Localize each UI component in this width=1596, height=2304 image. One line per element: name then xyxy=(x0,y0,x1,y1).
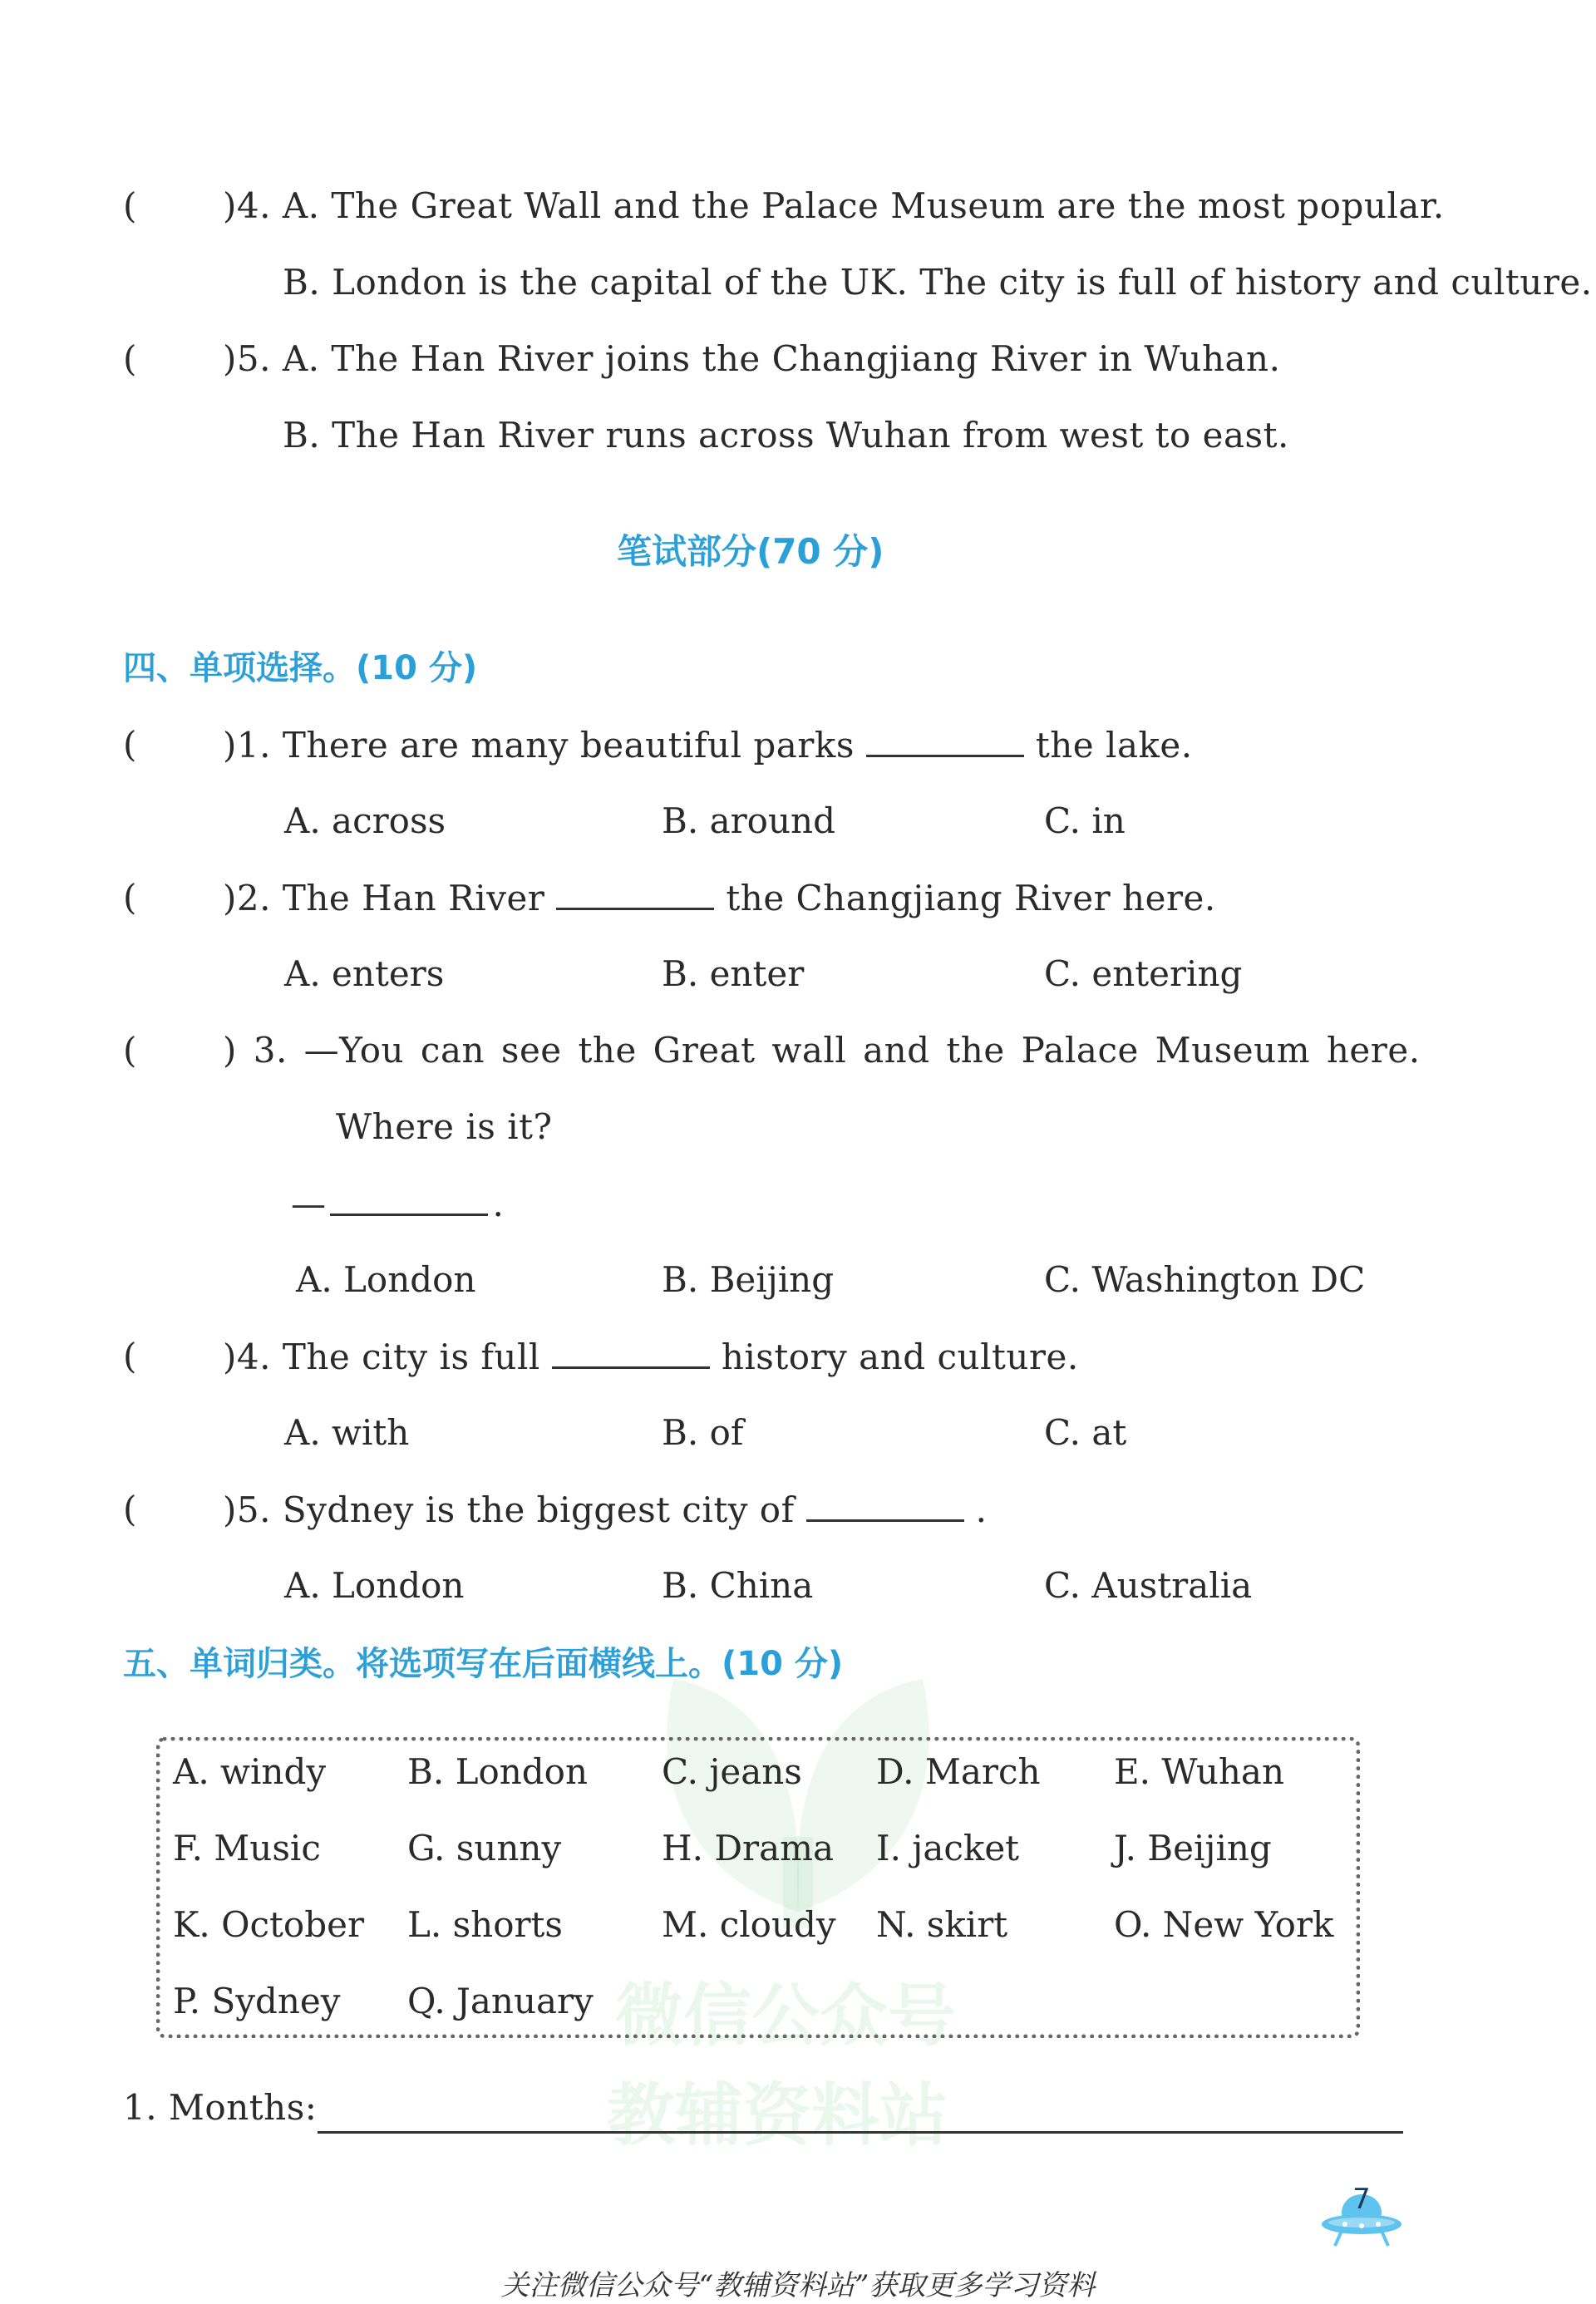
s4-q5-option-b: B. China xyxy=(662,1565,814,1606)
s4-q1-option-b: B. around xyxy=(662,800,835,841)
word-bank-item: P. Sydney xyxy=(173,1981,341,2021)
footer-note: 关注微信公众号“教辅资料站”获取更多学习资料 xyxy=(500,2269,1096,2302)
word-bank-item: N. skirt xyxy=(876,1904,1008,1945)
fill-blank[interactable] xyxy=(866,721,1024,757)
s4-q1-stem: )1. There are many beautiful parks the lake. xyxy=(223,721,1193,769)
s4-q2-option-b: B. enter xyxy=(662,953,805,994)
answer-paren[interactable]: ( xyxy=(123,1489,137,1529)
s4-q2-option-a: A. enters xyxy=(284,953,445,994)
fill-blank[interactable] xyxy=(330,1180,488,1216)
s4-q1-option-c: C. in xyxy=(1044,800,1126,841)
answer-paren[interactable]: ( xyxy=(123,185,137,226)
answer-paren[interactable]: ( xyxy=(123,1030,137,1071)
s4-q1-option-a: A. across xyxy=(284,800,446,841)
word-bank-item: M. cloudy xyxy=(662,1904,836,1945)
s4-q3-option-b: B. Beijing xyxy=(662,1259,835,1300)
s4-q2-stem: )2. The Han River the Changjiang River here. xyxy=(223,874,1216,922)
fill-blank[interactable] xyxy=(556,874,714,910)
word-bank-item: A. windy xyxy=(173,1751,327,1792)
word-bank-item: J. Beijing xyxy=(1114,1828,1272,1868)
answer-paren[interactable]: ( xyxy=(123,1336,137,1376)
word-bank-item: O. New York xyxy=(1114,1904,1334,1945)
word-bank-item: Q. January xyxy=(407,1981,594,2021)
s4-q3-answer: — . xyxy=(291,1180,504,1228)
fill-blank[interactable] xyxy=(552,1333,710,1369)
s4-q4-option-a: A. with xyxy=(284,1412,410,1453)
word-bank-item: L. shorts xyxy=(407,1904,563,1945)
s4-q2-option-c: C. entering xyxy=(1044,953,1243,994)
listening-q5-option-a: )5. A. The Han River joins the Changjiang River in Wuhan. xyxy=(223,338,1281,379)
months-answer-line[interactable] xyxy=(318,2131,1403,2134)
word-bank-item: G. sunny xyxy=(407,1828,562,1868)
watermark-text-1: 微信公众号 xyxy=(615,1977,957,2055)
word-bank-item: B. London xyxy=(407,1751,589,1792)
listening-q5-option-b: B. The Han River runs across Wuhan from west to east. xyxy=(283,415,1289,455)
section5-title: 五、单词归类。将选项写在后面横线上。(10 分) xyxy=(123,1645,844,1683)
fill-blank[interactable] xyxy=(806,1486,964,1522)
word-bank-item: D. March xyxy=(876,1751,1041,1792)
section4-title: 四、单项选择。(10 分) xyxy=(123,649,478,687)
watermark-text-2: 教辅资料站 xyxy=(607,2076,948,2155)
s4-q5-option-c: C. Australia xyxy=(1044,1565,1253,1606)
word-bank-item: C. jeans xyxy=(662,1751,802,1792)
months-label: 1. Months: xyxy=(123,2087,318,2128)
s4-q3-option-a: A. London xyxy=(296,1259,476,1300)
written-part-title: 笔试部分(70 分) xyxy=(617,531,884,572)
s4-q4-option-b: B. of xyxy=(662,1412,744,1453)
listening-q4-option-b: B. London is the capital of the UK. The city is full of history and culture. xyxy=(283,262,1593,303)
answer-paren[interactable]: ( xyxy=(123,877,137,918)
word-bank-item: E. Wuhan xyxy=(1114,1751,1285,1792)
answer-paren[interactable]: ( xyxy=(123,338,137,379)
listening-q4-option-a: )4. A. The Great Wall and the Palace Museum are the most popular. xyxy=(223,185,1445,226)
word-bank-item: K. October xyxy=(173,1904,365,1945)
answer-paren[interactable]: ( xyxy=(123,724,137,765)
s4-q3-option-c: C. Washington DC xyxy=(1044,1259,1366,1300)
s4-q3-stem: ) 3. —You can see the Great wall and the Palace Museum here. xyxy=(223,1030,1421,1071)
s4-q3-stem-line2: Where is it? xyxy=(336,1106,553,1147)
s4-q4-stem: )4. The city is full history and culture. xyxy=(223,1333,1079,1381)
word-bank-item: I. jacket xyxy=(876,1828,1020,1868)
word-bank-item: H. Drama xyxy=(662,1828,834,1868)
s4-q5-stem: )5. Sydney is the biggest city of . xyxy=(223,1486,988,1534)
s4-q5-option-a: A. London xyxy=(284,1565,465,1606)
word-bank-item: F. Music xyxy=(173,1828,321,1868)
page-number: 7 xyxy=(1352,2183,1371,2216)
s4-q4-option-c: C. at xyxy=(1044,1412,1127,1453)
